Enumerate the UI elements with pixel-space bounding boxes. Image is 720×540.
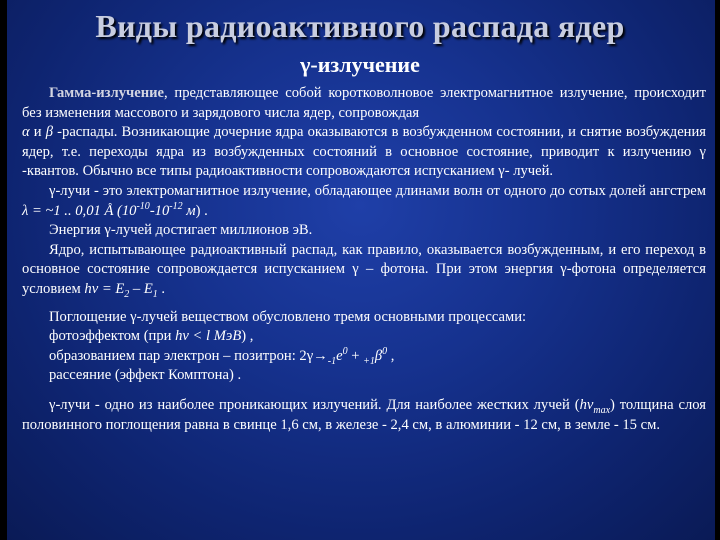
energy-formula: hν (84, 280, 99, 297)
paragraph-photon: Ядро, испытывающее радиоактивный распад, как правило, оказывается возбужденным, и его переход в основное состояние сопровождается испусканием γ – фотона. При этом энергия γ-фотона определяется условием $h\nu = E_2 - E_1$ . (22, 241, 706, 300)
paragraph-wavelength: γ-лучи - это электромагнитное излучение, обладающее длинами волн от одного до сотых долей ангстрем λ = ~1 .. 0,01 Å ($10^{-10}-10^{-12}$ м) . (22, 182, 706, 219)
term-gamma-radiation: Гамма-излучение (49, 85, 164, 101)
process-pair-production: образованием пар электрон – позитрон: $2\gamma\to_{-1}e^0 + _{+1}\beta^0$ , (49, 345, 395, 367)
wavelength-formula: λ = ~1 .. 0,01 Å (22, 202, 114, 219)
paragraph-penetration: γ-лучи - одно из наиболее проникающих излучений. Для наиболее жестких лучей $(h\nu_{max})$ толщина слоя половинного поглощения равна в свинце 1,6 см, в железе - 2,4 см, в алюминии - 12 см, в земле - 15 см. (22, 396, 706, 433)
absorption-processes (22, 308, 706, 386)
paragraph-absorption: Поглощение γ-лучей веществом обусловлено тремя основными процессами: (49, 308, 527, 325)
left-edge-bar (0, 0, 7, 540)
slide-subtitle: γ-излучение (300, 52, 420, 77)
paragraph-gamma-intro: Гамма-излучение, представляющее собой коротковолновое электромагнитное излучение, происходит без изменения массового и зарядового числа ядер, сопровождая α и β -распады. Возникающие дочерние ядра оказываются в возбужденном состоянии, и снятие возбуждения ядер, т.е. переходы ядра из возбужденных состояний в основное состояние, приводит к излучению γ -квантов. Обычно все типы радиоактивности сопровождаются испусканием γ- лучей. (22, 85, 707, 180)
process-photoeffect: фотоэффектом (при hν < l МэВ) , (49, 328, 254, 345)
paragraph-energy: Энергия γ-лучей достигает миллионов эВ. (49, 222, 313, 239)
right-edge-bar (715, 0, 720, 540)
process-compton: рассеяние (эффект Комптона) . (49, 367, 242, 384)
slide-title: Виды радиоактивного распада ядер (95, 8, 625, 44)
slide-body (22, 84, 706, 435)
